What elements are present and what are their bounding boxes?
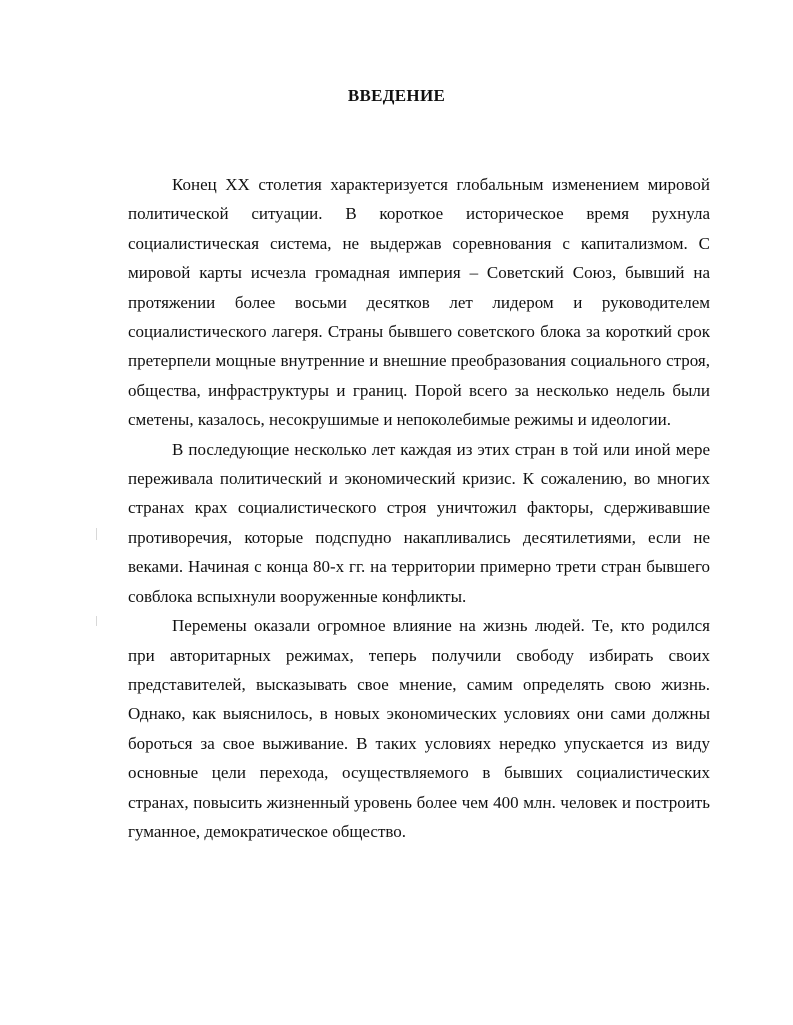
scan-artifact [96, 528, 97, 540]
paragraph: В последующие несколько лет каждая из этих стран в той или иной мере переживала политический и экономический кризис. К сожалению, во многих странах крах социалистического строя уничтожил факторы, сдерживавшие противоречия, которые подспудно накапливались десятилетиями, если не веками. Начиная с конца 80-х гг. на территории примерно трети стран бывшего совблока вспыхнули вооруженные конфликты. [128, 439, 710, 606]
body-text [128, 170, 710, 846]
scan-artifact [96, 616, 97, 626]
paragraph: Конец XX столетия характеризуется глобальным изменением мировой политической ситуации. В короткое историческое время рухнула социалистическая система, не выдержав соревнования с капитализмом. С мировой карты исчезла громадная империя – Советский Союз, бывший на протяжении более восьми десятков лет лидером и руководителем социалистического лагеря. Страны бывшего советского блока за короткий срок претерпели мощные внутренние и внешние преобразования социального строя, общества, инфраструктуры и границ. Порой всего за несколько недель были сметены, казалось, несокрушимые и непоколебимые режимы и идеологии. [128, 175, 710, 430]
paragraph: Перемены оказали огромное влияние на жизнь людей. Те, кто родился при авторитарных режимах, теперь получили свободу избирать своих представителей, высказывать свое мнение, самим определять свою жизнь. Однако, как выяснилось, в новых экономических условиях они сами должны бороться за свое выживание. В таких условиях нередко упускается из виду основные цели перехода, осуществляемого в бывших социалистических странах, повысить жизненный уровень более чем 400 млн. человек и построить гуманное, демократическое общество. [128, 616, 710, 841]
page-title: ВВЕДЕНИЕ [347, 86, 446, 105]
